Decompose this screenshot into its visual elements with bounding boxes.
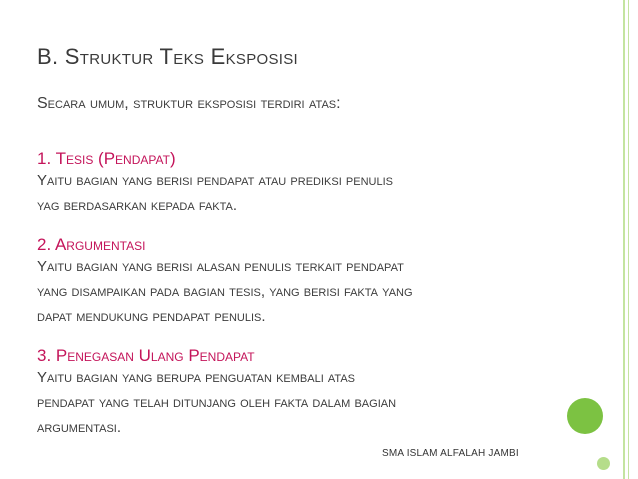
section-line: pendapat yang telah ditunjang oleh fakta dalam bagian [37,394,397,411]
section-penegasan [37,346,567,440]
section-tesis [37,149,567,218]
section-line: Yaitu bagian yang berisi pendapat atau prediksi penulis [37,172,394,189]
slide-body [37,95,567,457]
slide-footer: SMA ISLAM ALFALAH JAMBI [382,448,519,459]
section-line: dapat mendukung pendapat penulis. [37,308,266,325]
section-heading: 3. Penegasan Ulang Pendapat [37,346,255,365]
section-heading: 2. Argumentasi [37,235,146,254]
section-line: yag berdasarkan kepada fakta. [37,197,238,214]
intro-text: Secara umum, struktur eksposisi terdiri atas: [37,95,341,112]
section-argumentasi [37,235,567,329]
section-line: Yaitu bagian yang berupa penguatan kembali atas [37,369,356,386]
section-line: yang disampaikan pada bagian tesis, yang berisi fakta yang [37,283,413,300]
frame-line-outer [623,0,625,479]
section-heading: 1. Tesis (Pendapat) [37,149,176,168]
decorative-circle-large [567,398,603,434]
frame-line-inner [628,0,629,479]
slide-title: B. Struktur Teks Eksposisi [37,44,299,69]
section-line: Yaitu bagian yang berisi alasan penulis terkait pendapat [37,258,404,275]
section-line: argumentasi. [37,419,122,436]
decorative-circle-small [597,457,610,470]
